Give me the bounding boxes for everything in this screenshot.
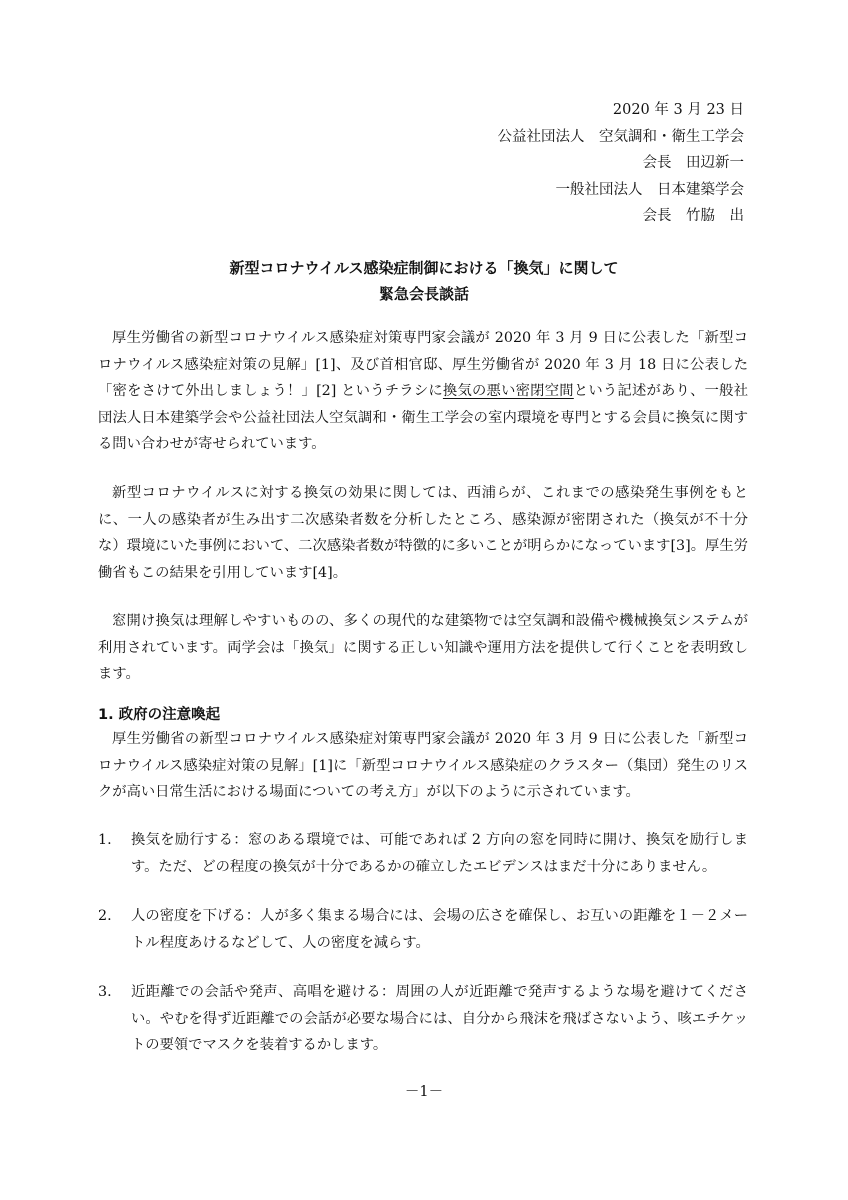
president-2: 会長 竹脇 出 bbox=[642, 208, 744, 224]
intro-paragraph-1 bbox=[98, 325, 748, 458]
list-item-text: 近距離での会話や発声、高唱を避ける：周囲の人が近距離で発声するような場を避けてください。やむを得ず近距離での会話が必要な場合には、自分から飛沫を飛ばさないよう、咳エチケットの要領でマスクを装着するかします。 bbox=[131, 984, 748, 1053]
list-item-number: 3. bbox=[98, 984, 112, 1000]
letter-header bbox=[498, 97, 745, 230]
section-1-text: 厚生労働省の新型コロナウイルス感染症対策専門家会議が 2020 年 3 月 9 日に公表した「新型コロナウイルス感染症対策の見解」[1]に「新型コロナウイルス感染症のクラスター（集団）発生のリスクが高い日常生活における場面についての考え方」が以下のように示されています。 bbox=[98, 731, 748, 800]
intro-paragraph-3 bbox=[98, 608, 748, 688]
p3-text: 窓開け換気は理解しやすいものの、多くの現代的な建築物では空気調和設備や機械換気システムが利用されています。両学会は「換気」に関する正しい知識や運用方法を提供して行くことを表明致します。 bbox=[98, 613, 748, 682]
intro-paragraph-2 bbox=[98, 480, 748, 586]
p1-text-after: という記述があり、一般社団法人日本建築学会や公益社団法人空気調和・衛生工学会の室内環境を専門とする会員に換気に関する問い合わせが寄せられています。 bbox=[98, 383, 749, 452]
list-item-text: 換気を励行する：窓のある環境では、可能であれば 2 方向の窓を同時に開け、換気を励行します。ただ、どの程度の換気が十分であるかの確立したエビデンスはまだ十分にありません。 bbox=[131, 832, 748, 875]
section-1-body bbox=[98, 726, 748, 806]
list-item bbox=[98, 827, 748, 880]
list-item-number: 2. bbox=[98, 908, 112, 924]
p1-underlined-text: 換気の悪い密閉空間 bbox=[442, 383, 574, 399]
title-line-2: 緊急会長談話 bbox=[378, 285, 469, 303]
title-line-1: 新型コロナウイルス感染症制御における「換気」に関して bbox=[229, 259, 619, 277]
p1-text-before: 厚生労働省の新型コロナウイルス感染症対策専門家会議が 2020 年 3 月 9 日に公表した「新型コロナウイルス感染症対策の見解」[1]、及び首相官邸、厚生労働省が 2020 年 3 月 18 日に公表した「密をさけて外出しましょう！」[2] というチラシに bbox=[98, 330, 748, 399]
list-item-number: 1. bbox=[98, 832, 112, 848]
section-1-heading: 1. 政府の注意喚起 bbox=[98, 707, 221, 723]
page-number: －1－ bbox=[404, 1084, 444, 1100]
p2-text: 新型コロナウイルスに対する換気の効果に関しては、西浦らが、これまでの感染発生事例をもとに、一人の感染者が生み出す二次感染者数を分析したところ、感染源が密閉された（換気が不十分な）環境にいた事例において、二次感染者数が特徴的に多いことが明らかになっています[3]。厚生労働省もこの結果を引用しています[4]。 bbox=[98, 485, 748, 581]
list-item bbox=[98, 979, 748, 1059]
list-item bbox=[98, 903, 748, 956]
document-title bbox=[0, 255, 848, 307]
date: 2020 年 3 月 23 日 bbox=[612, 102, 744, 118]
organization-1: 公益社団法人 空気調和・衛生工学会 bbox=[497, 128, 744, 145]
organization-2: 一般社団法人 日本建築学会 bbox=[555, 181, 744, 198]
list-item-text: 人の密度を下げる：人が多く集まる場合には、会場の広さを確保し、お互いの距離を１－２メートル程度あけるなどして、人の密度を減らす。 bbox=[131, 908, 748, 951]
president-1: 会長 田辺新一 bbox=[642, 155, 744, 171]
